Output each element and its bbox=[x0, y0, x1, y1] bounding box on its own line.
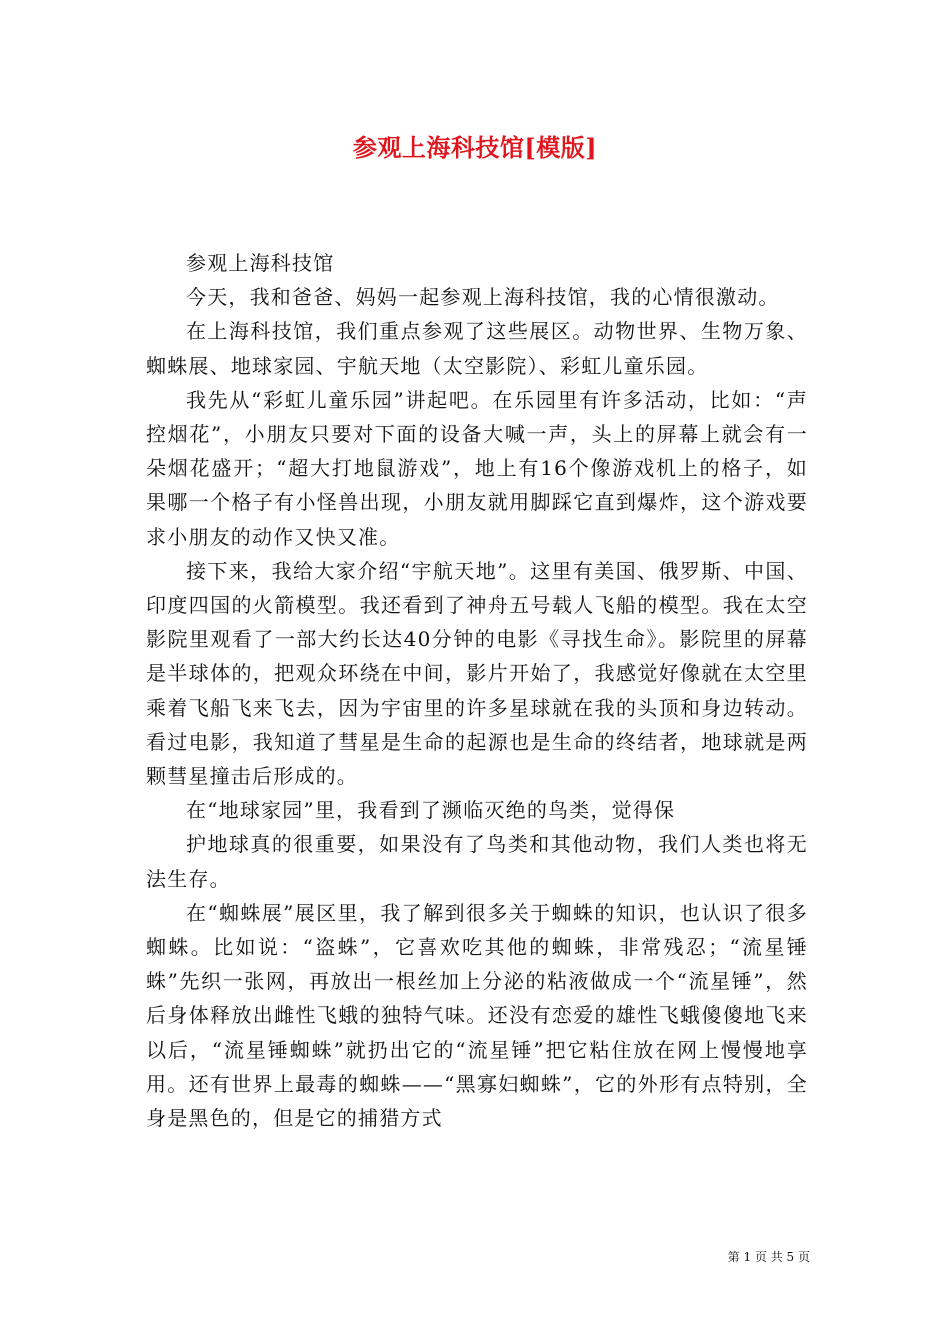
paragraph-earth-home: 在“地球家园”里，我看到了濒临灭绝的鸟类，觉得保 bbox=[186, 798, 676, 823]
paragraph-earth-home-cont: 护地球真的很重要，如果没有了鸟类和其他动物，我们人类也将无法生存。 bbox=[146, 832, 808, 891]
paragraph-space: 接下来，我给大家介绍“宇航天地”。这里有美国、俄罗斯、中国、印度四国的火箭模型。我还看到了神舟五号载人飞船的模型。我在太空影院里观看了一部大约长达40分钟的电影《寻找生命》。影院里的屏幕是半球体的，把观众环绕在中间，影片开始了，我感觉好像就在太空里乘着飞船飞来飞去，因为宇宙里的许多星球就在我的头顶和身边转动。看过电影，我知道了彗星是生命的起源也是生命的终结者，地球就是两颗彗星撞击后形成的。 bbox=[146, 558, 808, 789]
paragraph-subtitle: 参观上海科技馆 bbox=[186, 251, 335, 275]
paragraph-intro: 今天，我和爸爸、妈妈一起参观上海科技馆，我的心情很激动。 bbox=[186, 285, 780, 310]
paragraph-exhibits: 在上海科技馆，我们重点参观了这些展区。动物世界、生物万象、蜘蛛展、地球家园、宇航天地（太空影院）、彩虹儿童乐园。 bbox=[146, 319, 808, 378]
document-body bbox=[146, 246, 808, 1135]
paragraph-rainbow-park: 我先从“彩虹儿童乐园”讲起吧。在乐园里有许多活动，比如：“声控烟花”，小朋友只要对下面的设备大喊一声，头上的屏幕上就会有一朵烟花盛开；“超大打地鼠游戏”，地上有16个像游戏机上的格子，如果哪一个格子有小怪兽出现，小朋友就用脚踩它直到爆炸，这个游戏要求小朋友的动作又快又准。 bbox=[146, 387, 808, 549]
paragraph-spider-exhibit: 在“蜘蛛展”展区里，我了解到很多关于蜘蛛的知识，也认识了很多蜘蛛。比如说：“盗蛛”，它喜欢吃其他的蜘蛛，非常残忍；“流星锤蛛”先织一张网，再放出一根丝加上分泌的粘液做成一个“流星锤”，然后身体释放出雌性飞蛾的独特气味。还没有恋爱的雄性飞蛾傻傻地飞来以后，“流星锤蜘蛛”就扔出它的“流星锤”把它粘住放在网上慢慢地享用。还有世界上最毒的蜘蛛——“黑寡妇蜘蛛”，它的外形有点特别，全身是黑色的，但是它的捕猎方式 bbox=[146, 900, 808, 1131]
document-title: 参观上海科技馆[模版] bbox=[352, 133, 598, 162]
page-footer: 第 1 页 共 5 页 bbox=[727, 1250, 810, 1264]
